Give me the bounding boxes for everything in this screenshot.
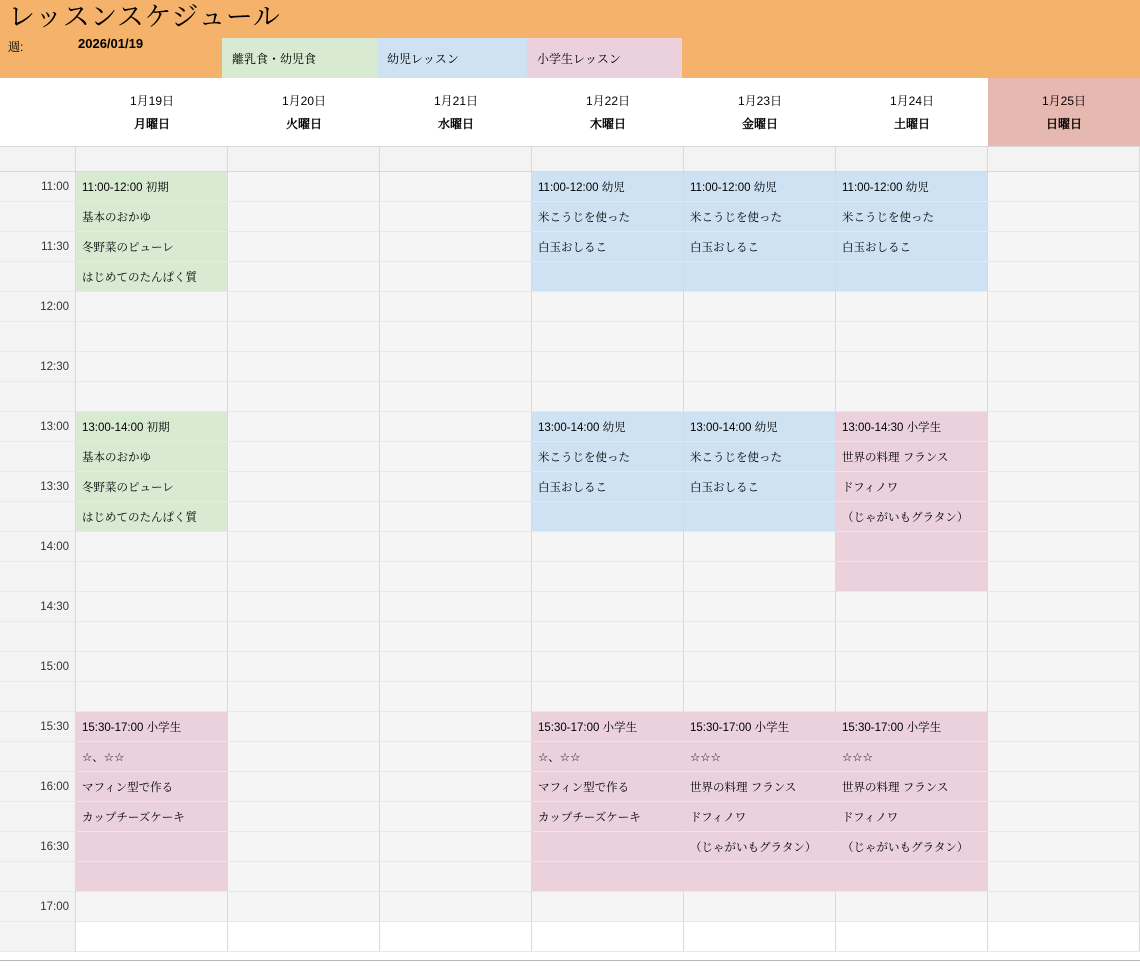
schedule-cell[interactable]: ☆、☆☆ <box>532 742 684 772</box>
schedule-cell[interactable] <box>228 622 380 652</box>
schedule-cell[interactable] <box>988 652 1140 682</box>
time-label <box>0 742 76 772</box>
schedule-row <box>0 862 1140 892</box>
schedule-cell[interactable] <box>988 682 1140 712</box>
schedule-cell[interactable] <box>532 922 684 952</box>
date-header-sun <box>988 78 1140 146</box>
schedule-cell[interactable] <box>228 472 380 502</box>
time-label: 16:30 <box>0 832 76 862</box>
schedule-cell[interactable] <box>684 922 836 952</box>
schedule-cell[interactable] <box>228 772 380 802</box>
schedule-cell[interactable] <box>228 742 380 772</box>
schedule-cell[interactable] <box>380 772 532 802</box>
schedule-cell[interactable] <box>380 802 532 832</box>
schedule-cell[interactable]: ☆☆☆ <box>836 742 988 772</box>
schedule-cell[interactable] <box>228 862 380 892</box>
schedule-cell[interactable]: 11:00-12:00 幼児 <box>836 172 988 202</box>
schedule-cell[interactable] <box>380 682 532 712</box>
schedule-cell[interactable] <box>228 502 380 532</box>
day-label: 日曜日 <box>1045 117 1082 131</box>
date-header-wed <box>380 78 532 146</box>
schedule-cell[interactable] <box>988 532 1140 562</box>
schedule-row <box>0 202 1140 232</box>
schedule-cell[interactable] <box>532 562 684 592</box>
time-label: 16:00 <box>0 772 76 802</box>
time-label: 14:30 <box>0 592 76 622</box>
schedule-cell[interactable] <box>76 382 228 412</box>
bottom-rule <box>0 960 1140 961</box>
schedule-row <box>0 232 1140 262</box>
schedule-cell[interactable] <box>380 382 532 412</box>
schedule-cell[interactable] <box>76 652 228 682</box>
schedule-cell[interactable] <box>228 592 380 622</box>
sep-cell <box>684 146 836 172</box>
schedule-cell[interactable] <box>228 382 380 412</box>
schedule-cell[interactable] <box>380 292 532 322</box>
schedule-cell[interactable]: 冬野菜のピューレ <box>76 232 228 262</box>
date-header-sat <box>836 78 988 146</box>
sep-cell <box>0 146 76 172</box>
schedule-cell[interactable] <box>380 502 532 532</box>
schedule-cell[interactable]: ☆、☆☆ <box>76 742 228 772</box>
legend-item-baby: 離乳食・幼児食 <box>222 38 377 78</box>
schedule-cell[interactable] <box>988 322 1140 352</box>
schedule-cell[interactable] <box>76 682 228 712</box>
schedule-cell[interactable] <box>988 262 1140 292</box>
schedule-cell[interactable] <box>532 352 684 382</box>
schedule-cell[interactable]: はじめてのたんぱく質 <box>76 502 228 532</box>
schedule-cell[interactable] <box>76 862 228 892</box>
schedule-cell[interactable] <box>532 322 684 352</box>
schedule-cell[interactable] <box>380 322 532 352</box>
schedule-cell[interactable] <box>380 712 532 742</box>
schedule-cell[interactable] <box>684 622 836 652</box>
schedule-cell[interactable]: ドフィノワ <box>684 802 836 832</box>
schedule-row <box>0 742 1140 772</box>
schedule-cell[interactable]: マフィン型で作る <box>76 772 228 802</box>
schedule-cell[interactable] <box>228 532 380 562</box>
schedule-cell[interactable] <box>684 262 836 292</box>
schedule-cell[interactable]: 13:00-14:00 幼児 <box>532 412 684 442</box>
schedule-cell[interactable] <box>684 352 836 382</box>
schedule-cell[interactable] <box>76 532 228 562</box>
schedule-cell[interactable]: 15:30-17:00 小学生 <box>836 712 988 742</box>
schedule-cell[interactable] <box>380 862 532 892</box>
schedule-cell[interactable] <box>836 622 988 652</box>
schedule-cell[interactable] <box>380 742 532 772</box>
schedule-cell[interactable] <box>988 382 1140 412</box>
schedule-cell[interactable]: 米こうじを使った <box>532 202 684 232</box>
date-label: 1月21日 <box>433 94 479 108</box>
date-label: 1月25日 <box>1041 94 1087 108</box>
schedule-cell[interactable] <box>988 892 1140 922</box>
schedule-cell[interactable]: 白玉おしるこ <box>684 472 836 502</box>
schedule-cell[interactable] <box>684 322 836 352</box>
sep-cell <box>380 146 532 172</box>
schedule-row <box>0 712 1140 742</box>
schedule-cell[interactable]: 15:30-17:00 小学生 <box>76 712 228 742</box>
time-label <box>0 202 76 232</box>
date-label: 1月19日 <box>129 94 175 108</box>
schedule-cell[interactable]: 白玉おしるこ <box>532 472 684 502</box>
schedule-cell[interactable] <box>684 682 836 712</box>
schedule-cell[interactable] <box>532 532 684 562</box>
schedule-cell[interactable] <box>836 262 988 292</box>
week-value: 2026/01/19 <box>78 36 144 51</box>
time-label: 15:00 <box>0 652 76 682</box>
date-label: 1月20日 <box>281 94 327 108</box>
schedule-cell[interactable] <box>532 592 684 622</box>
schedule-row <box>0 532 1140 562</box>
schedule-cell[interactable] <box>228 292 380 322</box>
time-label <box>0 322 76 352</box>
schedule-cell[interactable] <box>988 412 1140 442</box>
schedule-cell[interactable] <box>228 442 380 472</box>
schedule-cell[interactable]: （じゃがいもグラタン） <box>836 832 988 862</box>
time-label: 17:00 <box>0 892 76 922</box>
schedule-cell[interactable] <box>532 262 684 292</box>
day-label: 金曜日 <box>741 117 778 131</box>
schedule-cell[interactable] <box>988 592 1140 622</box>
date-header-fri <box>684 78 836 146</box>
schedule-cell[interactable] <box>76 562 228 592</box>
schedule-cell[interactable] <box>836 532 988 562</box>
date-header-tue <box>228 78 380 146</box>
schedule-cell[interactable] <box>684 382 836 412</box>
schedule-cell[interactable]: 15:30-17:00 小学生 <box>532 712 684 742</box>
schedule-cell[interactable] <box>988 832 1140 862</box>
schedule-row <box>0 682 1140 712</box>
schedule-cell[interactable] <box>228 232 380 262</box>
schedule-cell[interactable] <box>228 832 380 862</box>
page-title: レッスンスケジュール <box>8 2 281 32</box>
schedule-cell[interactable] <box>988 292 1140 322</box>
date-label: 1月22日 <box>585 94 631 108</box>
day-label: 木曜日 <box>589 117 626 131</box>
schedule-cell[interactable] <box>76 622 228 652</box>
schedule-cell[interactable] <box>76 922 228 952</box>
sep-cell <box>836 146 988 172</box>
schedule-cell[interactable] <box>380 232 532 262</box>
schedule-cell[interactable] <box>228 352 380 382</box>
schedule-cell[interactable] <box>76 352 228 382</box>
schedule-cell[interactable] <box>532 382 684 412</box>
schedule-cell[interactable] <box>380 202 532 232</box>
schedule-row <box>0 622 1140 652</box>
time-label <box>0 262 76 292</box>
schedule-row <box>0 832 1140 862</box>
schedule-cell[interactable] <box>532 652 684 682</box>
schedule-cell[interactable]: マフィン型で作る <box>532 772 684 802</box>
schedule-row <box>0 322 1140 352</box>
schedule-cell[interactable]: ドフィノワ <box>836 802 988 832</box>
schedule-cell[interactable] <box>532 292 684 322</box>
schedule-grid <box>0 146 1140 952</box>
schedule-cell[interactable] <box>988 472 1140 502</box>
schedule-cell[interactable] <box>684 652 836 682</box>
schedule-cell[interactable] <box>228 262 380 292</box>
schedule-row <box>0 262 1140 292</box>
time-label <box>0 502 76 532</box>
schedule-cell[interactable] <box>228 202 380 232</box>
schedule-row <box>0 802 1140 832</box>
schedule-cell[interactable] <box>988 502 1140 532</box>
schedule-cell[interactable] <box>836 382 988 412</box>
schedule-cell[interactable] <box>988 232 1140 262</box>
schedule-cell[interactable]: 11:00-12:00 幼児 <box>532 172 684 202</box>
schedule-row <box>0 652 1140 682</box>
schedule-cell[interactable] <box>988 172 1140 202</box>
date-label: 1月23日 <box>737 94 783 108</box>
schedule-cell[interactable]: 世界の料理 フランス <box>836 442 988 472</box>
schedule-cell[interactable] <box>988 712 1140 742</box>
schedule-cell[interactable] <box>228 892 380 922</box>
schedule-cell[interactable] <box>380 922 532 952</box>
time-label: 13:00 <box>0 412 76 442</box>
day-label: 火曜日 <box>285 117 322 131</box>
schedule-cell[interactable]: 米こうじを使った <box>684 202 836 232</box>
time-label <box>0 862 76 892</box>
schedule-cell[interactable]: 米こうじを使った <box>684 442 836 472</box>
schedule-cell[interactable] <box>380 892 532 922</box>
schedule-cell[interactable] <box>988 622 1140 652</box>
schedule-cell[interactable]: 基本のおかゆ <box>76 202 228 232</box>
schedule-cell[interactable] <box>988 442 1140 472</box>
schedule-cell[interactable] <box>836 322 988 352</box>
schedule-cell[interactable] <box>380 622 532 652</box>
header-band <box>0 0 1140 78</box>
time-label <box>0 802 76 832</box>
schedule-cell[interactable]: 白玉おしるこ <box>684 232 836 262</box>
schedule-cell[interactable]: （じゃがいもグラタン） <box>684 832 836 862</box>
schedule-cell[interactable] <box>228 712 380 742</box>
schedule-cell[interactable]: 11:00-12:00 幼児 <box>684 172 836 202</box>
schedule-cell[interactable]: 白玉おしるこ <box>836 232 988 262</box>
schedule-row <box>0 412 1140 442</box>
schedule-cell[interactable]: 11:00-12:00 初期 <box>76 172 228 202</box>
schedule-cell[interactable] <box>836 922 988 952</box>
schedule-cell[interactable] <box>988 862 1140 892</box>
schedule-cell[interactable] <box>380 262 532 292</box>
schedule-cell[interactable] <box>380 652 532 682</box>
schedule-cell[interactable] <box>380 832 532 862</box>
schedule-cell[interactable]: 世界の料理 フランス <box>836 772 988 802</box>
schedule-cell[interactable] <box>76 832 228 862</box>
schedule-cell[interactable] <box>836 892 988 922</box>
time-label: 11:00 <box>0 172 76 202</box>
schedule-cell[interactable] <box>836 352 988 382</box>
schedule-cell[interactable]: 白玉おしるこ <box>532 232 684 262</box>
schedule-cell[interactable] <box>988 562 1140 592</box>
time-label: 12:00 <box>0 292 76 322</box>
grid-body <box>0 172 1140 952</box>
date-header-thu <box>532 78 684 146</box>
schedule-cell[interactable] <box>836 592 988 622</box>
schedule-cell[interactable] <box>532 862 684 892</box>
legend-item-kids: 幼児レッスン <box>377 38 527 78</box>
date-header-mon <box>76 78 228 146</box>
schedule-cell[interactable] <box>228 412 380 442</box>
schedule-cell[interactable]: 15:30-17:00 小学生 <box>684 712 836 742</box>
schedule-cell[interactable]: 米こうじを使った <box>836 202 988 232</box>
schedule-cell[interactable] <box>836 682 988 712</box>
time-label <box>0 922 76 952</box>
schedule-cell[interactable]: カップチーズケーキ <box>76 802 228 832</box>
schedule-cell[interactable] <box>228 652 380 682</box>
schedule-cell[interactable] <box>532 502 684 532</box>
schedule-cell[interactable] <box>684 892 836 922</box>
schedule-cell[interactable] <box>380 352 532 382</box>
schedule-row <box>0 892 1140 922</box>
day-label: 水曜日 <box>437 117 474 131</box>
sep-cell <box>532 146 684 172</box>
schedule-cell[interactable]: 冬野菜のピューレ <box>76 472 228 502</box>
schedule-cell[interactable]: （じゃがいもグラタン） <box>836 502 988 532</box>
time-label <box>0 382 76 412</box>
schedule-row <box>0 502 1140 532</box>
schedule-cell[interactable]: 13:00-14:00 初期 <box>76 412 228 442</box>
time-label: 13:30 <box>0 472 76 502</box>
schedule-cell[interactable] <box>836 292 988 322</box>
schedule-cell[interactable] <box>988 922 1140 952</box>
schedule-cell[interactable] <box>380 412 532 442</box>
schedule-row <box>0 292 1140 322</box>
schedule-cell[interactable]: ☆☆☆ <box>684 742 836 772</box>
schedule-cell[interactable] <box>76 322 228 352</box>
schedule-row <box>0 352 1140 382</box>
time-label: 12:30 <box>0 352 76 382</box>
schedule-cell[interactable] <box>836 652 988 682</box>
legend <box>222 38 682 78</box>
schedule-cell[interactable] <box>684 562 836 592</box>
schedule-cell[interactable] <box>228 922 380 952</box>
time-label <box>0 682 76 712</box>
day-label: 月曜日 <box>133 117 170 131</box>
schedule-cell[interactable] <box>532 682 684 712</box>
schedule-cell[interactable]: 基本のおかゆ <box>76 442 228 472</box>
schedule-cell[interactable] <box>836 562 988 592</box>
schedule-cell[interactable]: 13:00-14:30 小学生 <box>836 412 988 442</box>
schedule-cell[interactable] <box>380 472 532 502</box>
schedule-row <box>0 382 1140 412</box>
date-header-time-col <box>0 78 76 146</box>
schedule-cell[interactable] <box>380 442 532 472</box>
time-label: 15:30 <box>0 712 76 742</box>
schedule-cell[interactable]: 世界の料理 フランス <box>684 772 836 802</box>
schedule-row <box>0 172 1140 202</box>
schedule-cell[interactable] <box>684 292 836 322</box>
schedule-row <box>0 922 1140 952</box>
grid-separator-row <box>0 146 1140 172</box>
date-label: 1月24日 <box>889 94 935 108</box>
schedule-cell[interactable] <box>228 562 380 592</box>
schedule-cell[interactable]: カップチーズケーキ <box>532 802 684 832</box>
schedule-cell[interactable] <box>228 802 380 832</box>
schedule-cell[interactable]: はじめてのたんぱく質 <box>76 262 228 292</box>
legend-item-elementary: 小学生レッスン <box>527 38 682 78</box>
schedule-cell[interactable] <box>836 862 988 892</box>
sep-cell <box>988 146 1140 172</box>
schedule-row <box>0 562 1140 592</box>
schedule-cell[interactable] <box>380 532 532 562</box>
time-label <box>0 442 76 472</box>
schedule-cell[interactable] <box>380 172 532 202</box>
schedule-cell[interactable]: 米こうじを使った <box>532 442 684 472</box>
date-header-row <box>0 78 1140 146</box>
day-label: 土曜日 <box>893 117 930 131</box>
schedule-cell[interactable]: ドフィノワ <box>836 472 988 502</box>
schedule-cell[interactable] <box>380 592 532 622</box>
schedule-cell[interactable] <box>228 172 380 202</box>
schedule-cell[interactable] <box>76 592 228 622</box>
schedule-row <box>0 472 1140 502</box>
schedule-cell[interactable] <box>532 892 684 922</box>
schedule-row <box>0 592 1140 622</box>
time-label: 14:00 <box>0 532 76 562</box>
schedule-cell[interactable] <box>988 772 1140 802</box>
schedule-row <box>0 772 1140 802</box>
schedule-cell[interactable] <box>684 592 836 622</box>
schedule-cell[interactable] <box>684 862 836 892</box>
time-label <box>0 562 76 592</box>
time-label: 11:30 <box>0 232 76 262</box>
schedule-cell[interactable]: 13:00-14:00 幼児 <box>684 412 836 442</box>
sep-cell <box>76 146 228 172</box>
schedule-cell[interactable] <box>76 892 228 922</box>
schedule-cell[interactable] <box>684 502 836 532</box>
schedule-cell[interactable] <box>228 322 380 352</box>
schedule-cell[interactable] <box>380 562 532 592</box>
schedule-cell[interactable] <box>988 742 1140 772</box>
time-label <box>0 622 76 652</box>
schedule-row <box>0 442 1140 472</box>
schedule-cell[interactable] <box>532 622 684 652</box>
schedule-cell[interactable] <box>988 802 1140 832</box>
week-label: 週: <box>8 40 24 54</box>
schedule-cell[interactable] <box>532 832 684 862</box>
schedule-cell[interactable] <box>684 532 836 562</box>
schedule-cell[interactable] <box>988 352 1140 382</box>
schedule-cell[interactable] <box>76 292 228 322</box>
sep-cell <box>228 146 380 172</box>
schedule-cell[interactable] <box>988 202 1140 232</box>
schedule-cell[interactable] <box>228 682 380 712</box>
